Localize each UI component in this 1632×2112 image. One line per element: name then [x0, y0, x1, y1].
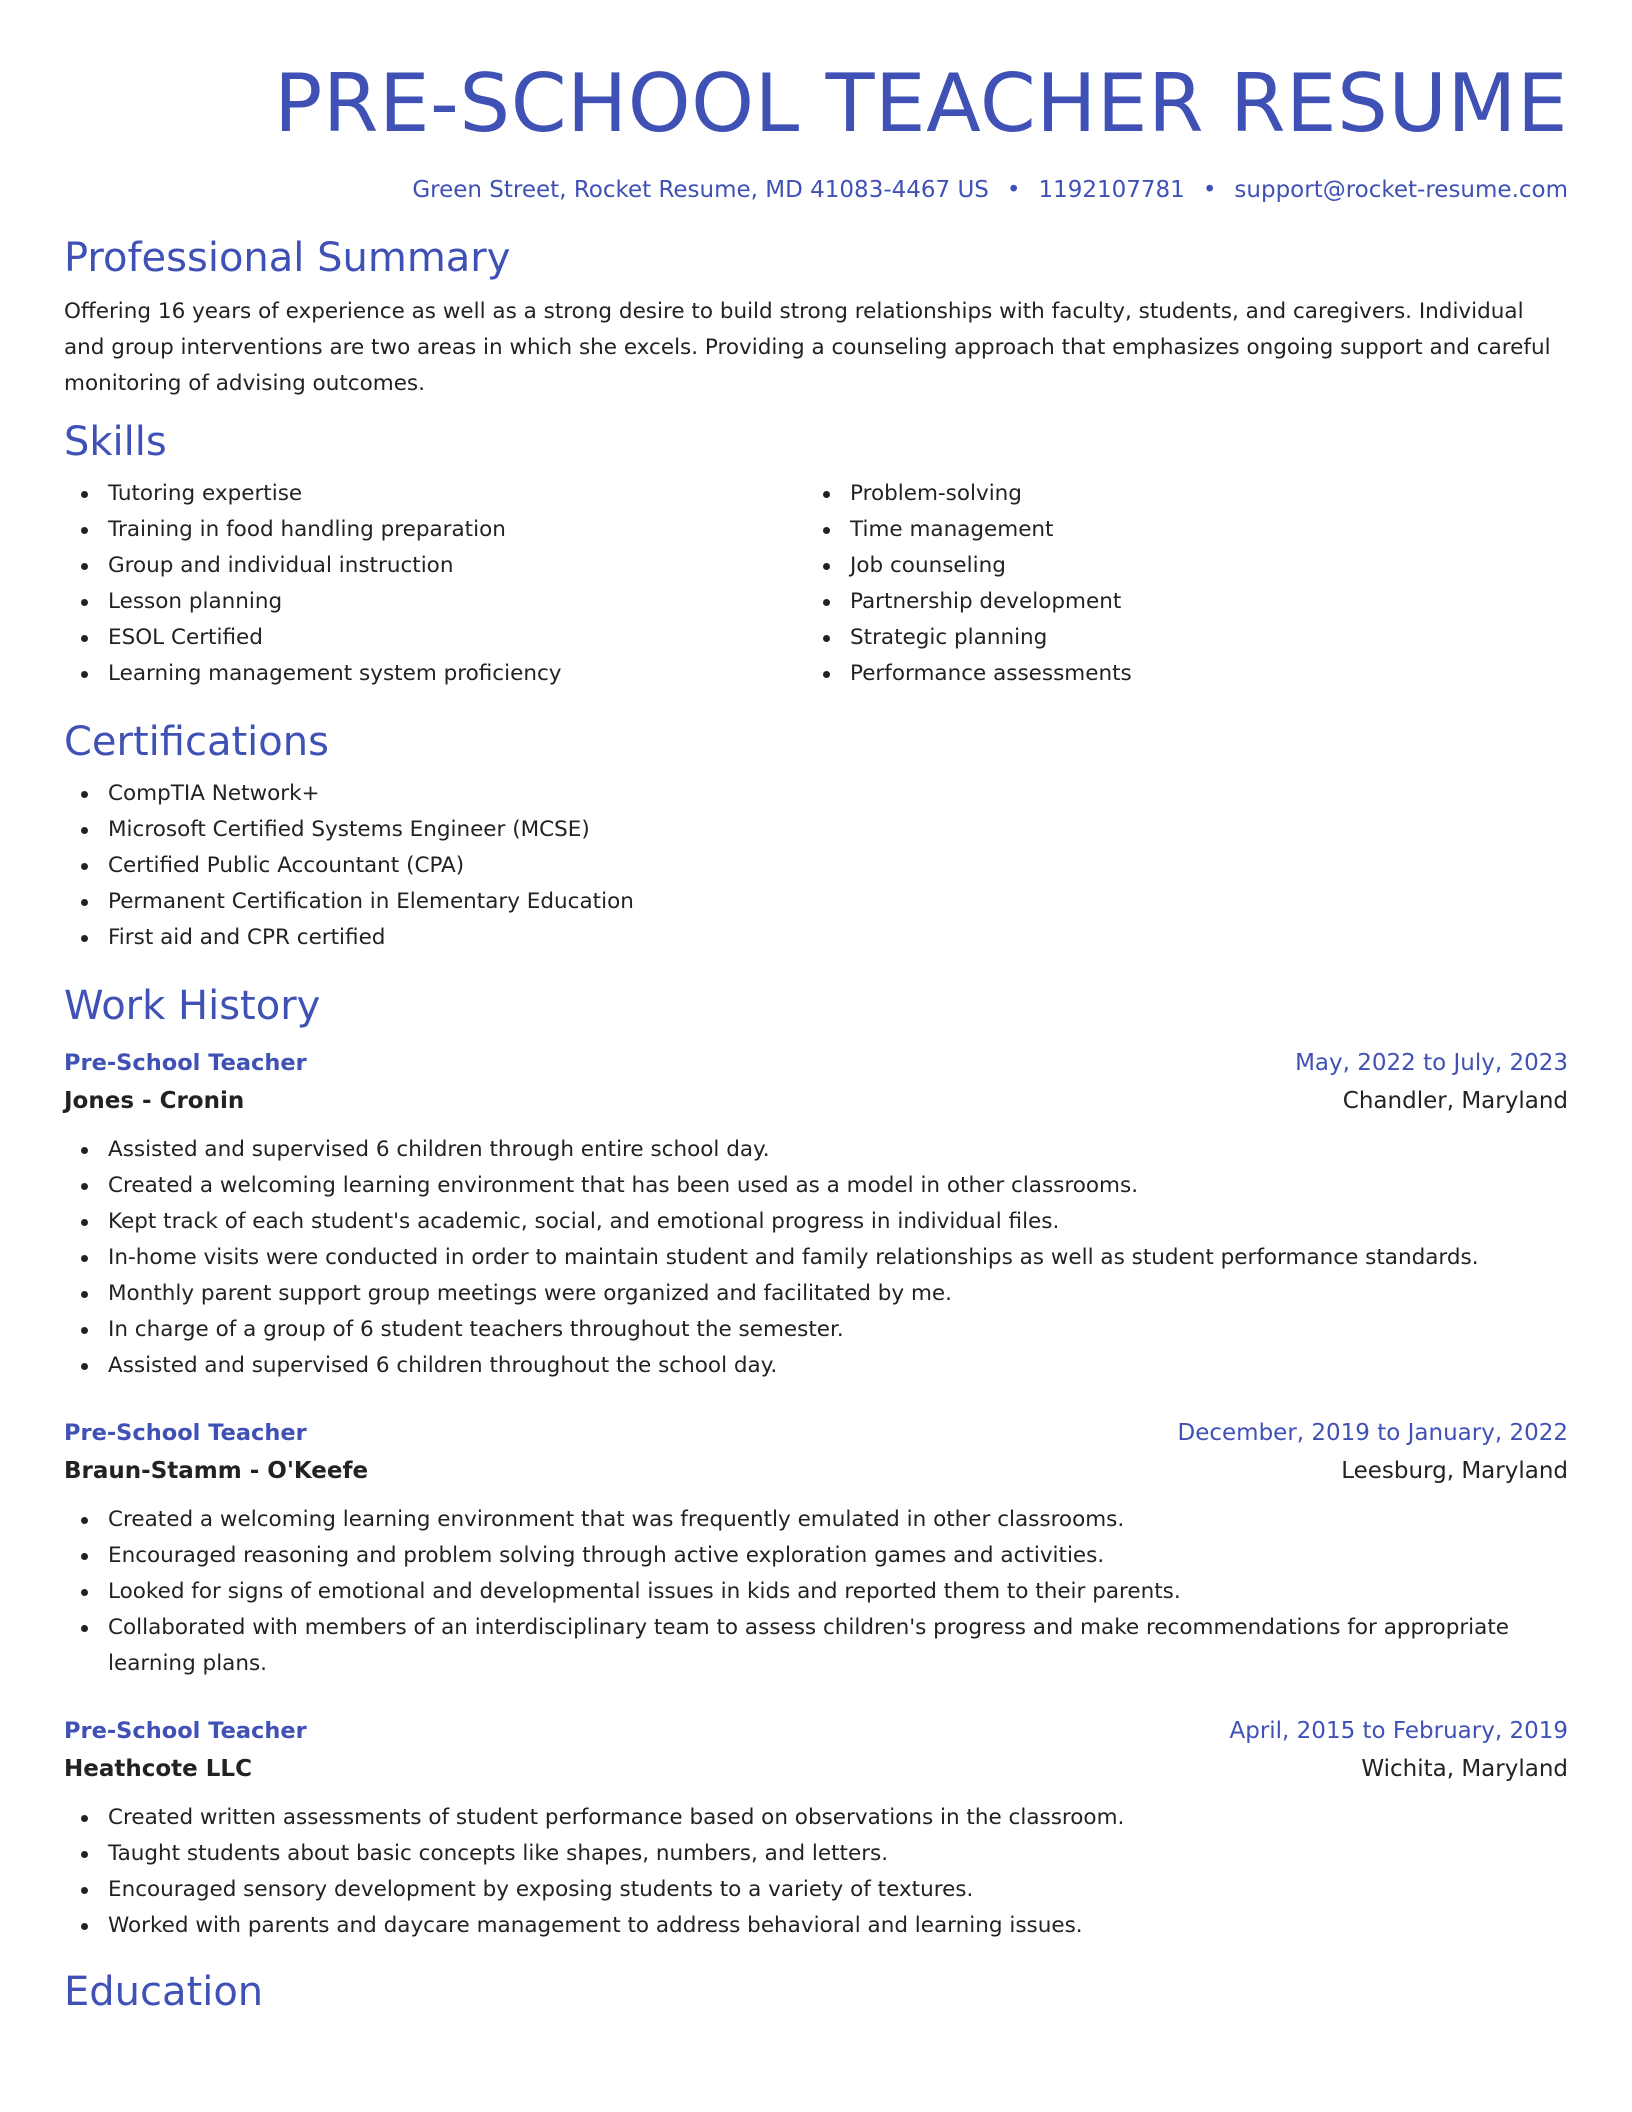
skill-item: ESOL Certified — [64, 620, 806, 656]
summary-text: Offering 16 years of experience as well as a strong desire to build strong relationships with faculty, students, and caregivers. Individual and group interventions are two areas in which she excels. Providing a counseling approach that emphasizes ongoing support and careful monitoring of advising outcomes. — [64, 299, 1551, 396]
job-duty-item: Monthly parent support group meetings were organized and facilitated by me. — [64, 1276, 1568, 1312]
skill-item: Job counseling — [806, 548, 1548, 584]
summary-heading: Professional Summary — [64, 235, 511, 281]
skills-grid — [64, 476, 1568, 692]
certifications-heading: Certifications — [64, 719, 329, 765]
contact-separator: • — [1202, 177, 1217, 203]
job-duty-item: Taught students about basic concepts like shapes, numbers, and letters. — [64, 1836, 1568, 1872]
certification-item: CompTIA Network+ — [64, 776, 1568, 812]
skill-item: Partnership development — [806, 584, 1548, 620]
job-header — [64, 1712, 1568, 1750]
education-section — [64, 1966, 1568, 2018]
job-duty-item: Created a welcoming learning environment that has been used as a model in other classrooms. — [64, 1168, 1568, 1204]
resume-page — [64, 0, 1568, 2018]
skill-item: Tutoring expertise — [64, 476, 806, 512]
skill-item: Learning management system proficiency — [64, 656, 806, 692]
job-header — [64, 1414, 1568, 1452]
job-duty-item: Created written assessments of student performance based on observations in the classroom. — [64, 1800, 1568, 1836]
job-title: Pre-School Teacher — [64, 1420, 307, 1446]
contact-separator: • — [1006, 177, 1021, 203]
work-history-heading: Work History — [64, 983, 321, 1029]
skills-list-right — [806, 476, 1548, 692]
job-duty-item: Encouraged reasoning and problem solving through active exploration games and activities. — [64, 1538, 1568, 1574]
job-duty-item: Collaborated with members of an interdisciplinary team to assess children's progress and make recommendations for appropriate learning plans. — [64, 1610, 1568, 1682]
job-location: Leesburg, Maryland — [1341, 1458, 1568, 1484]
job-company: Jones - Cronin — [64, 1088, 245, 1114]
job-duty-item: Created a welcoming learning environment that was frequently emulated in other classrooms. — [64, 1502, 1568, 1538]
job-header — [64, 1044, 1568, 1082]
education-heading: Education — [64, 1969, 264, 2015]
job-title: Pre-School Teacher — [64, 1050, 307, 1076]
job-location: Chandler, Maryland — [1342, 1088, 1568, 1114]
skills-heading: Skills — [64, 419, 167, 465]
certification-item: Certified Public Accountant (CPA) — [64, 848, 1568, 884]
contact-phone: 1192107781 — [1038, 177, 1185, 203]
job-duty-item: Assisted and supervised 6 children throughout the school day. — [64, 1348, 1568, 1384]
skill-item: Lesson planning — [64, 584, 806, 620]
certifications-list — [64, 776, 1568, 956]
job-duty-item: Kept track of each student's academic, social, and emotional progress in individual files. — [64, 1204, 1568, 1240]
job-subheader — [64, 1082, 1568, 1120]
job-location: Wichita, Maryland — [1361, 1756, 1568, 1782]
work-history-section — [64, 980, 1568, 1944]
contact-address: Green Street, Rocket Resume, MD 41083-4467 US — [412, 177, 989, 203]
resume-title: PRE-SCHOOL TEACHER RESUME — [274, 57, 1568, 150]
skills-section — [64, 416, 1568, 692]
job-dates: April, 2015 to February, 2019 — [1229, 1718, 1568, 1744]
skill-item: Time management — [806, 512, 1548, 548]
skill-item: Training in food handling preparation — [64, 512, 806, 548]
skill-item: Strategic planning — [806, 620, 1548, 656]
job-duty-item: Worked with parents and daycare management to address behavioral and learning issues. — [64, 1908, 1568, 1944]
skill-item: Performance assessments — [806, 656, 1548, 692]
job-duty-item: Encouraged sensory development by exposing students to a variety of textures. — [64, 1872, 1568, 1908]
skill-item: Problem-solving — [806, 476, 1548, 512]
job-duty-item: In-home visits were conducted in order to maintain student and family relationships as well as student performance standards. — [64, 1240, 1568, 1276]
skill-item: Group and individual instruction — [64, 548, 806, 584]
job-duties-list — [64, 1502, 1568, 1682]
job-duties-list — [64, 1800, 1568, 1944]
job-title: Pre-School Teacher — [64, 1718, 307, 1744]
certification-item: First aid and CPR certified — [64, 920, 1568, 956]
job-dates: December, 2019 to January, 2022 — [1177, 1420, 1568, 1446]
job-entry — [64, 1414, 1568, 1682]
job-dates: May, 2022 to July, 2023 — [1295, 1050, 1568, 1076]
job-company: Braun-Stamm - O'Keefe — [64, 1458, 369, 1484]
job-company: Heathcote LLC — [64, 1756, 252, 1782]
summary-section — [64, 232, 1568, 402]
certifications-section — [64, 716, 1568, 956]
job-subheader — [64, 1452, 1568, 1490]
contact-email: support@rocket-resume.com — [1234, 177, 1568, 203]
job-entry — [64, 1712, 1568, 1944]
job-entry — [64, 1044, 1568, 1384]
job-duties-list — [64, 1132, 1568, 1384]
skills-list-left — [64, 476, 806, 692]
contact-info — [64, 174, 1568, 206]
job-duty-item: Looked for signs of emotional and developmental issues in kids and reported them to their parents. — [64, 1574, 1568, 1610]
job-duty-item: Assisted and supervised 6 children through entire school day. — [64, 1132, 1568, 1168]
job-duty-item: In charge of a group of 6 student teachers throughout the semester. — [64, 1312, 1568, 1348]
certification-item: Permanent Certification in Elementary Education — [64, 884, 1568, 920]
certification-item: Microsoft Certified Systems Engineer (MCSE) — [64, 812, 1568, 848]
job-subheader — [64, 1750, 1568, 1788]
